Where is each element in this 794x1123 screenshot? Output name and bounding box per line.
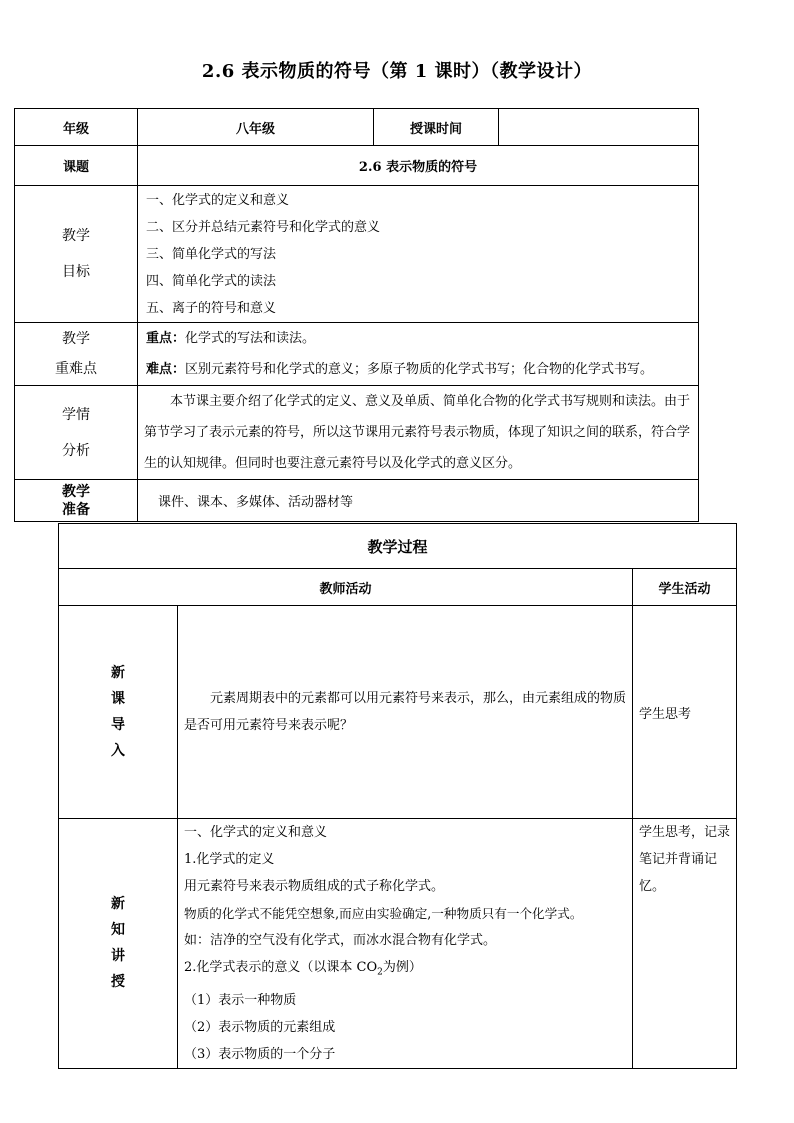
grade-label: 年级 [15,109,138,146]
difficult-point-text: 区别元素符号和化学式的意义；多原子物质的化学式书写；化合物的化学式书写。 [185,362,654,377]
topic-value: 2.6 表示物质的符号 [138,146,699,186]
page-title: 2.6 表示物质的符号（第 1 课时）（教学设计） [201,61,593,82]
objective-item: 一、化学式的定义和意义 [146,192,290,208]
content-line: 物质的化学式不能凭空想象,而应由实验确定,一种物质只有一个化学式。 [184,906,583,921]
new-knowledge-section-label [59,819,178,1069]
prep-label [15,480,138,522]
content-line: （2）表示物质的元素组成 [184,1019,336,1035]
content-line: 如：洁净的空气没有化学式，而冰水混合物有化学式。 [184,933,497,948]
new-knowledge-student-activity: 学生思考，记录笔记并背诵记忆。 [633,819,737,1069]
label-char: 导 [111,717,125,733]
label-char: 新 [111,896,125,913]
key-points-label [15,323,138,386]
label-char: 课 [111,691,125,707]
prep-label-line1: 教学 [62,483,90,500]
topic-label: 课题 [15,146,138,186]
grade-value: 八年级 [138,109,374,146]
new-knowledge-teacher-activity [178,819,633,1069]
lesson-info-table [14,108,699,522]
key-label-line1: 教学 [62,331,90,347]
co2-subscript: 2 [377,967,383,978]
intro-teacher-activity: 元素周期表中的元素都可以用元素符号来表示，那么，由元素组成的物质是否可用元素符号来表示呢？ [178,606,633,819]
intro-student-activity: 学生思考 [633,606,737,819]
key-label-line2: 重难点 [55,361,97,377]
label-char: 入 [111,743,125,759]
objective-item: 三、简单化学式的写法 [146,246,277,262]
objectives-label-line2: 目标 [62,264,90,280]
objective-item: 二、区分并总结元素符号和化学式的意义 [146,219,381,235]
label-char: 讲 [111,948,125,965]
label-char: 知 [111,922,125,939]
time-value [499,109,699,146]
label-char: 新 [111,665,125,681]
difficult-point-prefix: 难点： [146,362,186,377]
key-point-text: 化学式的写法和读法。 [185,331,316,346]
label-char: 授 [111,974,125,991]
meaning-heading: 2.化学式表示的意义（以课本 CO [184,960,378,975]
analysis-label-line1: 学情 [62,406,90,423]
prep-text: 课件、课本、多媒体、活动器材等 [138,480,699,522]
content-line: 用元素符号来表示物质组成的式子称化学式。 [184,879,445,894]
analysis-label [15,386,138,480]
objective-item: 五、离子的符号和意义 [146,300,277,316]
content-line: （1）表示一种物质 [184,992,297,1008]
content-line: 一、化学式的定义和意义 [184,825,328,840]
objective-item: 四、简单化学式的读法 [146,273,277,289]
teaching-process-table [58,523,737,1069]
objectives-list [138,186,699,323]
analysis-label-line2: 分析 [62,442,90,459]
key-points-content [138,323,699,386]
process-header: 教学过程 [59,524,737,569]
meaning-heading-suffix: 为例） [382,960,422,975]
content-line: 1.化学式的定义 [184,852,275,867]
key-point-prefix: 重点： [146,331,186,346]
teacher-activity-header: 教师活动 [59,569,633,606]
objectives-label [15,186,138,323]
prep-label-line2: 准备 [62,501,90,518]
content-line: （3）表示物质的一个分子 [184,1046,336,1062]
content-line-co2 [184,954,626,987]
student-activity-header: 学生活动 [633,569,737,606]
time-label: 授课时间 [374,109,499,146]
analysis-text: 本节课主要介绍了化学式的定义、意义及单质、简单化合物的化学式书写规则和读法。由于第节学习了表示元素的符号，所以这节课用元素符号表示物质，体现了知识之间的联系，符合学生的认知规律。但同时也要注意元素符号以及化学式的意义区分。 [138,386,699,480]
objectives-label-line1: 教学 [62,228,90,244]
intro-section-label [59,606,178,819]
